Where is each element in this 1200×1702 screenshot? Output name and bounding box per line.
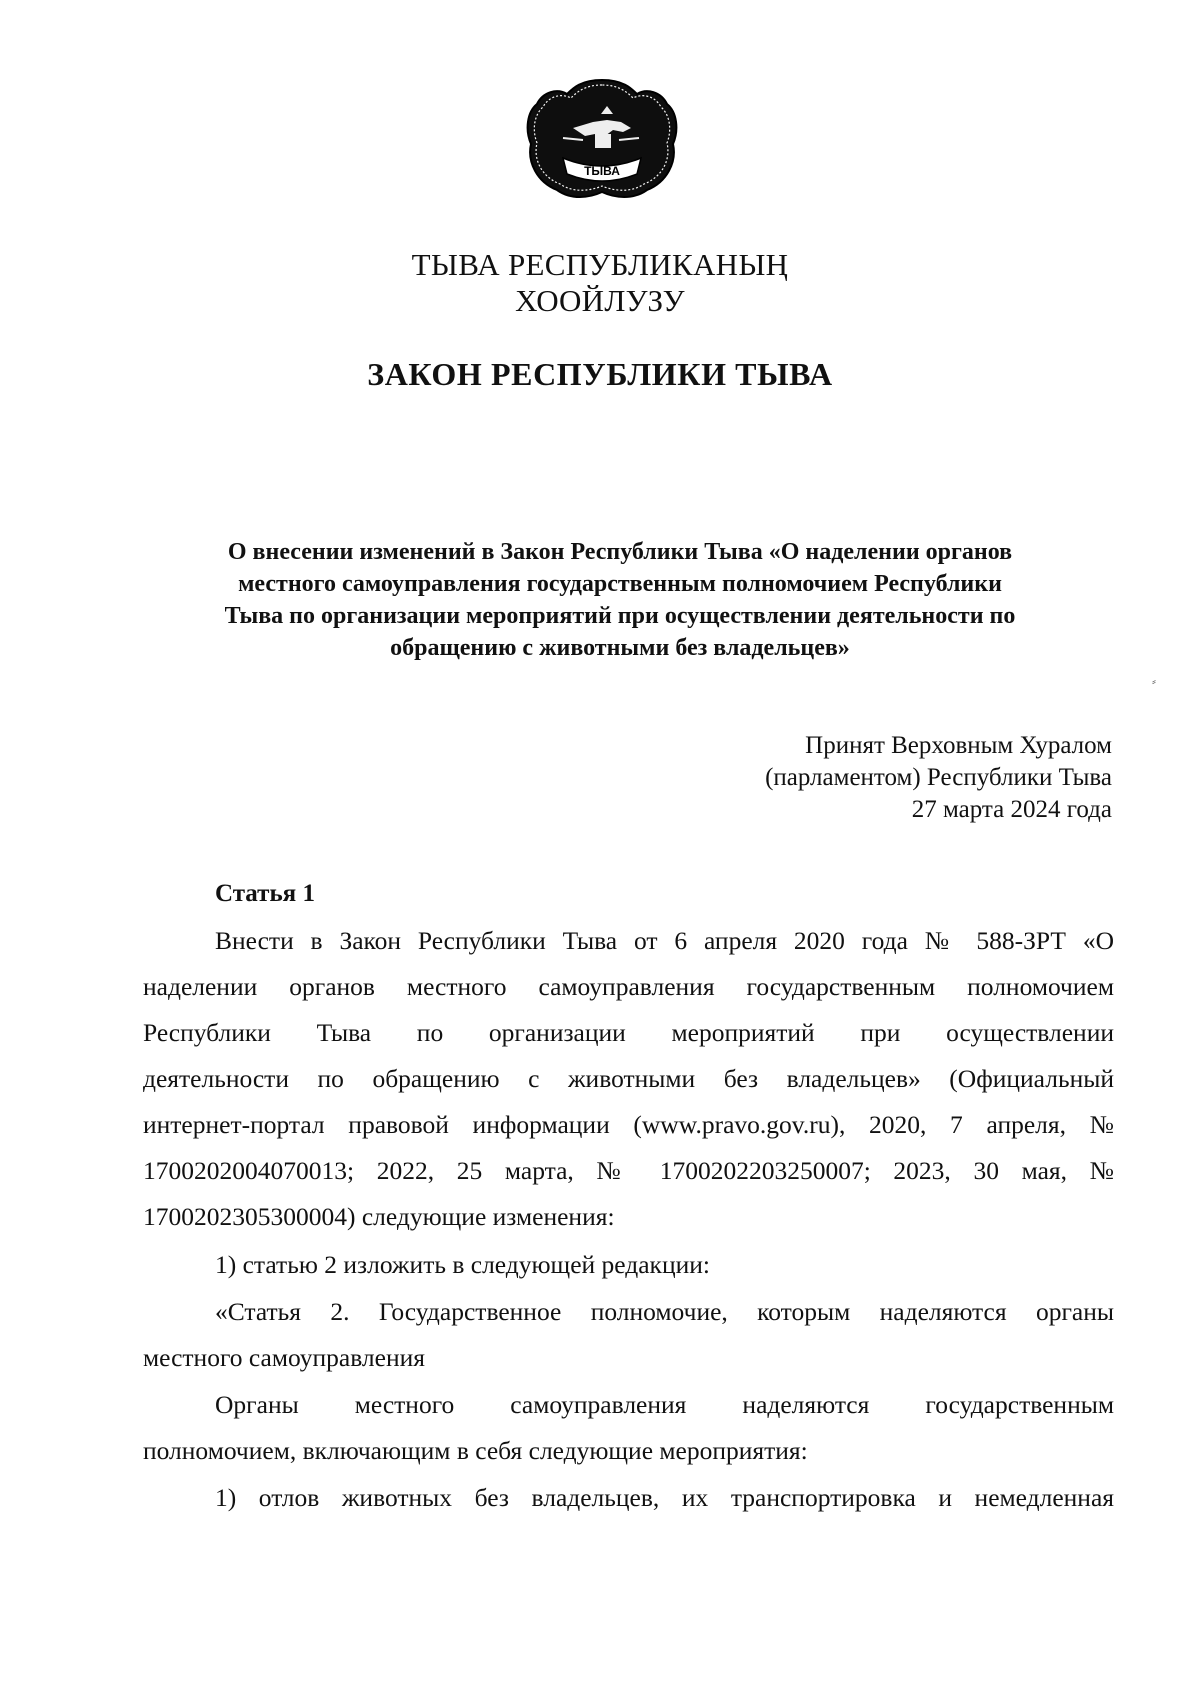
scan-artifact-mark: ⸗ (1152, 674, 1156, 688)
article-line: 1700202004070013; 2022, 25 марта, № 1700202203250007; 2023, 30 мая, № (143, 1156, 1114, 1185)
article-line: полномочием, включающим в себя следующие мероприятия: (143, 1436, 808, 1465)
article-line: Внести в Закон Республики Тыва от 6 апреля 2020 года № 588-ЗРТ «О (215, 926, 1114, 955)
subject-line-2: местного самоуправления государственным полномочием Республики (238, 571, 1002, 597)
article-line: интернет-портал правовой информации (www.pravo.gov.ru), 2020, 7 апреля, № (143, 1110, 1114, 1139)
article-line: 1700202305300004) следующие изменения: (143, 1202, 615, 1231)
article-line: местного самоуправления (143, 1343, 425, 1372)
article-line: Республики Тыва по организации мероприятий при осуществлении (143, 1018, 1114, 1047)
coat-of-arms-emblem (523, 78, 681, 200)
adoption-line-3: 27 марта 2024 года (911, 796, 1112, 823)
tyvan-title-line-1: ТЫВА РЕСПУБЛИКАНЫҢ (411, 247, 789, 282)
russian-law-title: ЗАКОН РЕСПУБЛИКИ ТЫВА (367, 356, 833, 392)
article-line: Органы местного самоуправления наделяются государственным (215, 1390, 1114, 1419)
article-line: «Статья 2. Государственное полномочие, которым наделяются органы (215, 1297, 1114, 1326)
article-line: 1) отлов животных без владельцев, их транспортировка и немедленная (215, 1483, 1114, 1512)
article-line: наделении органов местного самоуправления государственным полномочием (143, 972, 1114, 1001)
adoption-note (600, 730, 1112, 826)
adoption-line-1: Принят Верховным Хуралом (805, 732, 1112, 759)
subject-line-1: О внесении изменений в Закон Республики Тыва «О наделении органов (227, 539, 1013, 565)
law-subject (130, 536, 1110, 664)
adoption-line-2: (парламентом) Республики Тыва (765, 764, 1112, 791)
subject-line-4: обращению с животными без владельцев» (390, 635, 850, 661)
article-1-heading: Статья 1 (215, 880, 315, 907)
tyvan-title-line-2: ХООЙЛУЗУ (515, 283, 685, 318)
subject-line-3: Тыва по организации мероприятий при осуществлении деятельности по (224, 603, 1016, 629)
article-line: 1) статью 2 изложить в следующей редакции: (215, 1250, 710, 1279)
article-line: деятельности по обращению с животными без владельцев» (Официальный (143, 1064, 1114, 1093)
svg-text:ТЫВА: ТЫВА (584, 164, 620, 178)
